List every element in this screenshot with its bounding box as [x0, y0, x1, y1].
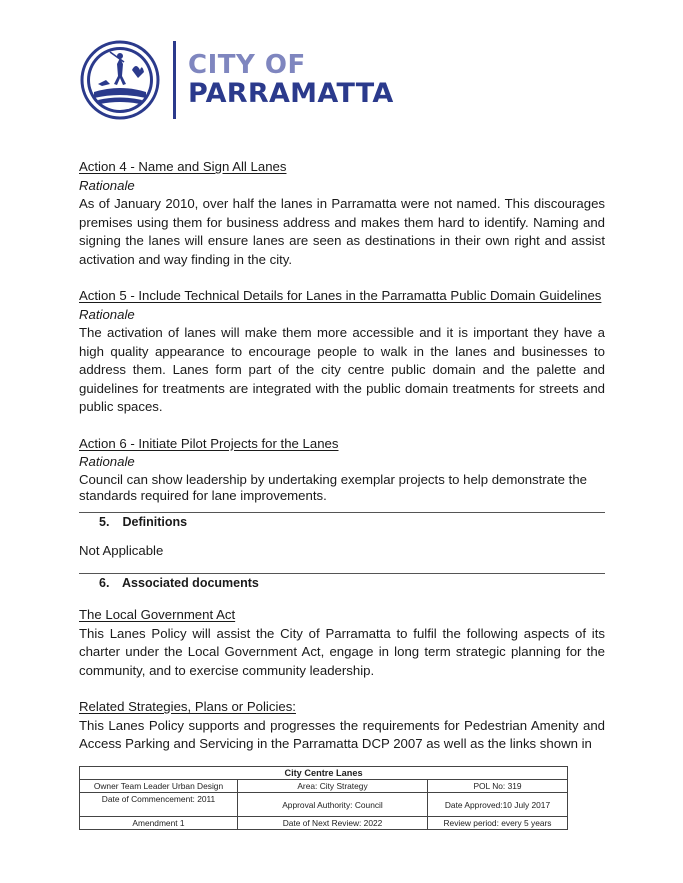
action-6-body: Council can show leadership by undertaking exemplar projects to help demonstrate the standards required for lane improvements.: [79, 471, 588, 503]
action-6: [79, 435, 605, 504]
footer-commencement: Date of Commencement: 2011: [80, 793, 238, 817]
brand-parramatta: PARRAMATTA: [188, 78, 394, 109]
action-6-heading: Action 6 - Initiate Pilot Projects for the Lanes: [79, 435, 339, 451]
footer-row: [80, 793, 568, 817]
section-5-number: 5.: [99, 514, 110, 529]
action-4-rationale-label: Rationale: [79, 177, 135, 193]
section-5-body: Not Applicable: [79, 542, 164, 558]
brand-wordmark: [188, 52, 394, 107]
parramatta-seal-icon: [80, 40, 160, 120]
footer-date-approved: Date Approved:10 July 2017: [428, 793, 568, 817]
action-6-rationale-label: Rationale: [79, 454, 135, 469]
footer-row: [80, 780, 568, 793]
lga-heading: The Local Government Act: [79, 607, 236, 622]
footer-amendment: Amendment 1: [80, 817, 238, 830]
related-section: [79, 698, 605, 754]
action-5-heading: Action 5 - Include Technical Details for Lanes in the Parramatta Public Domain Guidelines: [79, 288, 602, 303]
action-5-body: The activation of lanes will make them more accessible and it is important they have a high quality appearance to encourage people to walk in the lanes and businesses to address them. Lanes form part of the city centre public domain and the palette and guidelines for treatments are integrated with the public domain treatments for streets and public spaces.: [79, 325, 605, 414]
footer-pol-no: POL No: 319: [428, 780, 568, 793]
section-6-number: 6.: [99, 576, 110, 590]
footer-row: [80, 817, 568, 830]
action-5: [79, 287, 605, 417]
footer-review-period: Review period: every 5 years: [428, 817, 568, 830]
footer-area: Area: City Strategy: [238, 780, 428, 793]
lga-section: [79, 606, 605, 680]
lga-body: This Lanes Policy will assist the City of Parramatta to fulfil the following aspects of its charter under the Local Government Act, engage in long term strategic planning for the community, and to exercise community leadership.: [79, 625, 605, 678]
related-body: This Lanes Policy supports and progresses the requirements for Pedestrian Amenity and Access Parking and Servicing in the Parramatta DCP 2007 as well as the links shown in: [79, 717, 605, 751]
city-of-parramatta-logo: [80, 40, 394, 122]
footer-approval-authority: Approval Authority: Council: [238, 793, 428, 817]
section-6-heading: [79, 573, 605, 591]
footer-owner: Owner Team Leader Urban Design: [80, 780, 238, 793]
document-body: [79, 158, 605, 754]
section-6-title: Associated documents: [122, 576, 259, 590]
action-5-rationale-label: Rationale: [79, 306, 135, 322]
document-footer-table: [79, 766, 568, 830]
brand-city-of: CITY OF: [188, 50, 306, 80]
section-5-title: Definitions: [122, 514, 188, 529]
action-4: [79, 158, 605, 269]
related-heading: Related Strategies, Plans or Policies:: [79, 699, 296, 714]
section-5-heading: [79, 512, 605, 530]
action-4-heading: Action 4 - Name and Sign All Lanes: [79, 159, 287, 174]
footer-next-review: Date of Next Review: 2022: [238, 817, 428, 830]
logo-divider: [173, 41, 176, 119]
footer-title: City Centre Lanes: [80, 767, 568, 780]
action-4-body: As of January 2010, over half the lanes in Parramatta were not named. This discourages premises using them for business address and makes them hard to identify. Naming and signing the lanes will ensure lanes are seen as destinations in their own right and assist activation and way finding in the city.: [79, 196, 605, 267]
